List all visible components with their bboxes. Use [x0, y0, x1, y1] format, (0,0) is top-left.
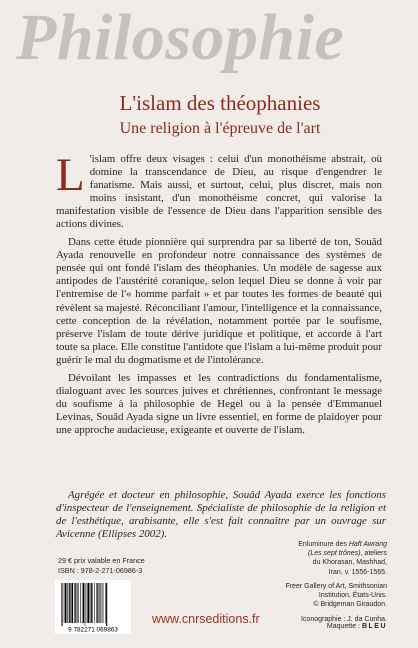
barcode-bar — [67, 583, 68, 623]
barcode-bar — [85, 583, 86, 626]
barcode-bar — [74, 583, 75, 623]
barcode-bar — [103, 583, 104, 623]
barcode-bar — [65, 583, 67, 623]
barcode-bar — [99, 583, 100, 623]
barcode-bar — [61, 583, 62, 626]
price-text: 29 € prix valable en France — [58, 556, 145, 565]
author-bio-text: Agrégée et docteur en philosophie, Souâd Ayada exerce les fonctions d'inspecteur de l'enseignement. Spécialiste de philosophie de la religion et de l'esthétique, arabisante, elle s'est fait connaître par un ouvrage sur Avicenne (Ellipses 2002). — [56, 489, 386, 541]
barcode-bar — [87, 583, 89, 623]
work-subtitle: (Les sept trônes) — [308, 550, 361, 558]
barcode-bar — [71, 583, 73, 623]
author-bio — [56, 489, 386, 541]
drop-cap: L — [56, 149, 85, 201]
book-subtitle: Une religion à l'épreuve de l'art — [119, 120, 321, 137]
blurb — [56, 149, 382, 442]
isbn-barcode — [55, 580, 131, 634]
layout-credit: Maquette : BLEU — [326, 623, 387, 630]
barcode-bar — [90, 583, 91, 623]
barcode-bar — [86, 583, 87, 623]
iconography-credit: Iconographie : J. da Cunha. — [300, 616, 387, 623]
barcode-bar — [82, 583, 83, 623]
design-credits — [270, 616, 387, 630]
work-title: Haft Awrang — [348, 541, 387, 548]
barcode-bar — [70, 583, 71, 623]
barcode-bar — [78, 583, 79, 623]
barcode-bar — [92, 583, 93, 623]
barcode-bar — [80, 583, 81, 623]
barcode-bar — [91, 583, 92, 623]
barcode-digits: 9 782271 069863 — [68, 626, 118, 634]
barcode-bar — [77, 583, 78, 623]
blurb-paragraph-2: Dans cette étude pionnière qui surprendra par sa liberté de ton, Souâd Ayada renouvelle en profondeur notre connaissance des systèmes de pensée qui ont fondé l'islam des théophanies. Un modèle de sagesse aux antipodes de l'austérité coranique, selon lequel Dieu se donne à voir par l'entremise de l'« homme parfait » et par toutes les formes de beauté qui révèlent sa majesté. Réconciliant l'amour, l'intelligence et la connaissance, cette conception de la révélation, notamment portée par le soufisme, préserve l'islam de toute dérive juridique et politique, et accorde à l'art toute sa place. Elle constitue l'antidote que l'islam a lui-même produit pour guérir le mal du dogmatisme et de l'intolérance. — [56, 236, 382, 366]
barcode-bar — [69, 583, 70, 623]
barcode-bar — [100, 583, 101, 623]
barcode-bar — [62, 583, 63, 626]
barcode-bar — [97, 583, 98, 623]
barcode-bar — [96, 583, 97, 623]
series-title: Philosophie — [16, 1, 345, 74]
blurb-paragraph-3: Dévoilant les impasses et les contradictions du fondamentalisme, dialoguant avec les sources juives et chrétiennes, confrontant le message du soufisme à la philosophie de Hegel ou à la pensée d'Emmanuel Levinas, Souâd Ayada signe un livre essentiel, en forme de plaidoyer pour une approche audacieuse, exigeante et ouverte de l'islam. — [56, 371, 382, 436]
isbn-text: ISBN : 978-2-271-06986-3 — [58, 566, 143, 575]
blurb-paragraph-1 — [56, 149, 382, 231]
barcode-bar — [102, 583, 103, 623]
designer-brand: BLEU — [361, 623, 387, 630]
price-isbn — [58, 556, 218, 576]
blurb-paragraph-1-text: 'islam offre deux visages : celui d'un monothéisme abstrait, où domine la transcendance de Dieu, au risque d'engendrer le fanatisme. Mais aussi, et surtout, celui, plus discret, mais non moins insistant, d'un monothéisme concret, qui valorise la manifestation visible de l'essence de Dieu dans l'apparition sensible des actions divines. — [56, 153, 382, 231]
book-title: L'islam des théophanies — [119, 91, 321, 115]
publisher-website[interactable]: www.cnrseditions.fr — [152, 612, 260, 626]
barcode-bar — [94, 583, 95, 623]
illumination-credit: Enluminure des Haft Awrang (Les sept trônes), ateliers du Khorasan, Mashhad, Iran, v. 1556-1565. — [298, 541, 387, 576]
collection-credit: Freer Gallery of Art, Smithsonian Institution, États-Unis. © Bridgeman Giraudon. — [285, 582, 387, 609]
barcode-bar — [64, 583, 65, 623]
barcode-bar — [105, 583, 106, 623]
image-credits — [200, 540, 387, 614]
barcode-graphic — [55, 580, 131, 634]
barcode-bar — [75, 583, 76, 623]
barcode-bar — [106, 583, 107, 626]
barcode-bar — [83, 583, 84, 623]
